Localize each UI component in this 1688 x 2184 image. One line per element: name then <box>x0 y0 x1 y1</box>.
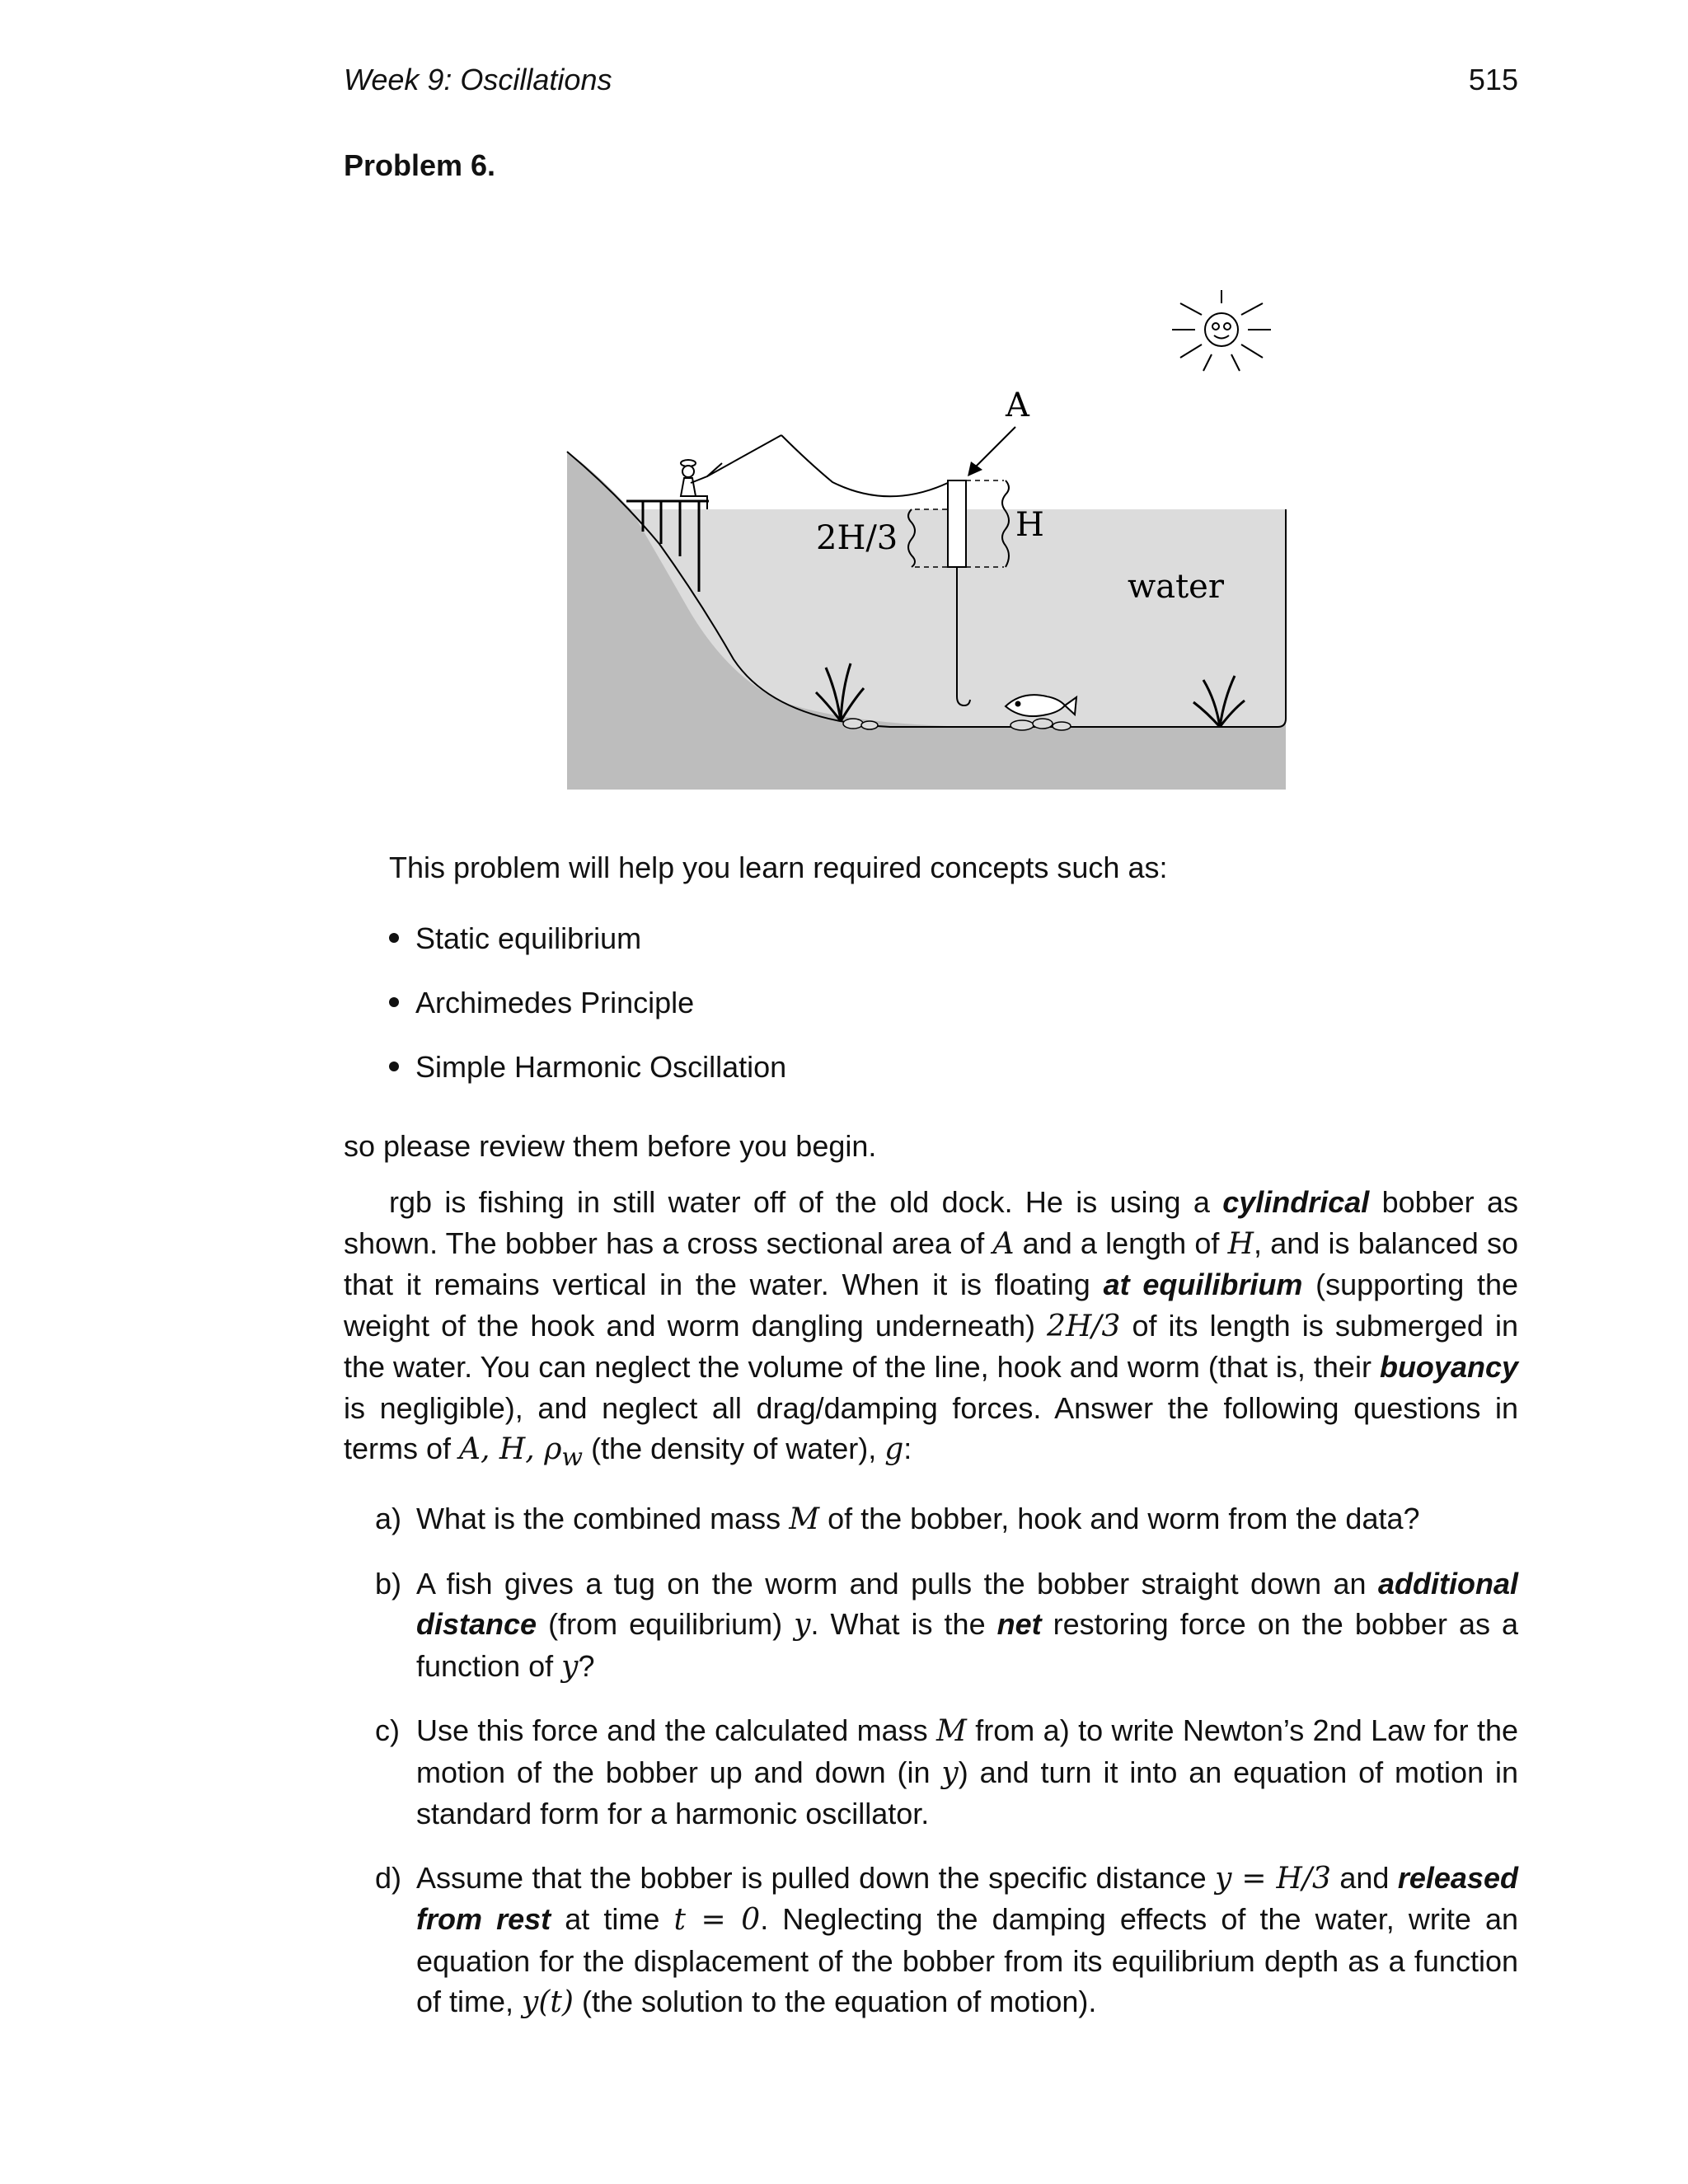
list-item <box>379 986 786 1050</box>
problem-statement: rgb is fishing in still water off of the old dock. He is using a cylindrical bobber as shown. The bobber has a cross sectional area of A and a length of H, and is balanced so that it remains vertical in the water. When it is floating at equilibrium (supporting the weight of the hook and worm dangling underneath) 2H/3 of its length is submerged in the water. You can neglect the volume of the line, hook and worm (that is, their buoyancy is negligible), and neglect all drag/damping forces. Answer the following questions in terms of A, H, $\rho_w$ (the density of water), g: <box>344 1185 1519 1473</box>
bobber-figure <box>560 247 1302 808</box>
question-a: a) What is the combined mass M of the bobber, hook and worm from the data? <box>375 1502 1420 1536</box>
label-H: H <box>1015 506 1044 544</box>
emphasis: cylindrical <box>1222 1185 1370 1219</box>
list-item <box>379 1050 786 1114</box>
question-c: c) Use this force and the calculated mass M from a) to write Newton’s 2nd Law for the motion of the bobber up and down (in y) and turn it into an equation of motion in standard form for a harmonic oscillator. <box>375 1713 1518 1830</box>
bobber <box>948 480 966 567</box>
concept-list <box>379 921 786 1114</box>
question-d: d) Assume that the bobber is pulled down the specific distance y = H/3 and released from rest at time t = 0. Neglecting the damping effects of the water, write an equation for the displacement of the bobber from its equilibrium depth as a function of time, y(t) (the solution to the equation of motion). <box>375 1860 1519 2019</box>
running-header-title: Week 9: Oscillations <box>344 63 612 96</box>
question-list <box>344 1498 1518 2046</box>
emphasis: buoyancy <box>1379 1350 1518 1384</box>
list-item <box>379 921 786 986</box>
label-2H3: 2H/3 <box>816 519 898 557</box>
emphasis: at equilibrium <box>1103 1268 1303 1301</box>
concept-label: Static equilibrium <box>415 921 642 955</box>
review-note: so please review them before you begin. <box>344 1129 877 1163</box>
bullet-icon <box>389 933 399 943</box>
question-b: b) A fish gives a tug on the worm and pulls the bobber straight down an additional distance (from equilibrium) y. What is the net restoring force on the bobber as a function of y? <box>375 1566 1518 1684</box>
problem-title: Problem 6. <box>344 148 496 182</box>
bullet-icon <box>389 997 399 1007</box>
page-number: 515 <box>1468 63 1518 96</box>
label-water: water <box>1128 568 1224 606</box>
bullet-icon <box>389 1062 399 1071</box>
label-A: A <box>1006 387 1029 424</box>
concept-label: Simple Harmonic Oscillation <box>415 1050 787 1084</box>
concept-label: Archimedes Principle <box>415 986 695 1019</box>
intro-text: This problem will help you learn required concepts such as: <box>389 851 1168 884</box>
